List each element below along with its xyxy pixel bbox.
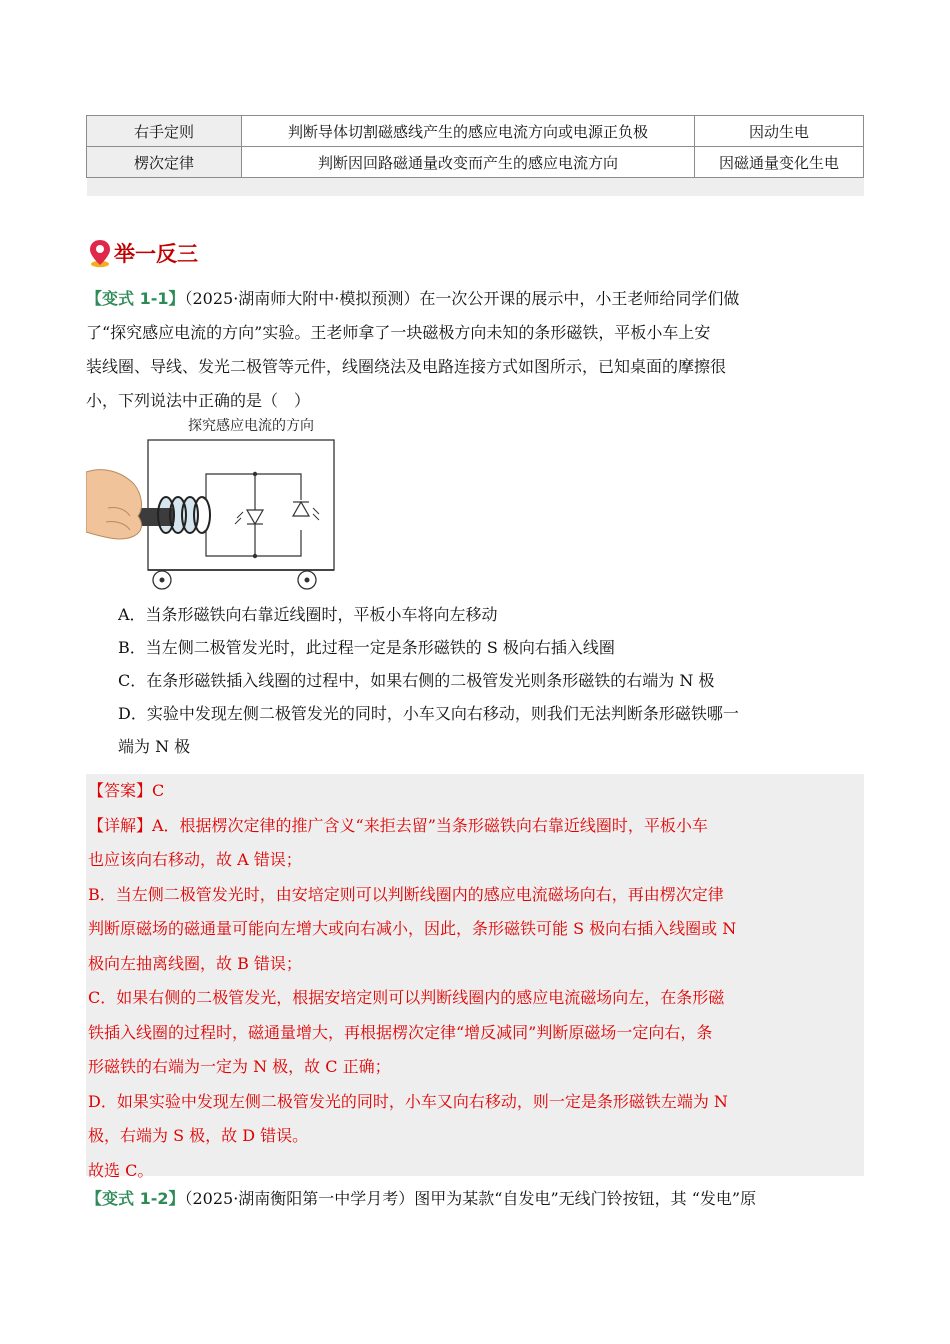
answer-line: C．如果右侧的二极管发光，根据安培定则可以判断线圈内的感应电流磁场向左，在条形磁 [88, 988, 725, 1007]
option-d-continued: 端为 N 极 [118, 737, 191, 756]
answer-line: 也应该向右移动，故 A 错误； [88, 850, 302, 869]
option-c: C．在条形磁铁插入线圈的过程中，如果右侧的二极管发光则条形磁铁的右端为 N 极 [118, 671, 715, 690]
table-cell: 判断因回路磁通量改变而产生的感应电流方向 [242, 147, 695, 178]
answer-line: 【答案】C [88, 781, 165, 800]
question-line: 了“探究感应电流的方向”实验。王老师拿了一块磁极方向未知的条形磁铁，平板小车上安 [86, 323, 711, 342]
question-2 [86, 1182, 864, 1216]
table-cell: 因磁通量变化生电 [695, 147, 864, 178]
question-tag: 【变式 1-2】 [86, 1189, 185, 1208]
question-line: 【变式 1-2】（2025·湖南衡阳第一中学月考）图甲为某款“自发电”无线门铃按钮，其 “发电”原 [86, 1189, 757, 1208]
option-d: D．实验中发现左侧二极管发光的同时，小车又向右移动，则我们无法判断条形磁铁哪一 [118, 704, 739, 723]
answer-line: 判断原磁场的磁通量可能向左增大或向右减小，因此，条形磁铁可能 S 极向右插入线圈或 N [88, 919, 737, 938]
rules-table [86, 115, 864, 196]
option-a: A．当条形磁铁向右靠近线圈时，平板小车将向左移动 [118, 605, 498, 624]
circuit-figure [86, 412, 336, 592]
question-tag: 【变式 1-1】 [86, 289, 185, 308]
answer-line: 铁插入线圈的过程时，磁通量增大，再根据楞次定律“增反减同”判断原磁场一定向右，条 [88, 1022, 713, 1042]
question-1 [86, 282, 864, 418]
answer-line: 【详解】A．根据楞次定律的推广含义“来拒去留”当条形磁铁向右靠近线圈时，平板小车 [88, 815, 708, 835]
table-cell: 判断导体切割磁感线产生的感应电流方向或电源正负极 [242, 116, 695, 147]
answer-line: 故选 C。 [88, 1160, 154, 1180]
table-cell: 因动生电 [695, 116, 864, 147]
answer-block [86, 774, 864, 1180]
answer-line: 极，右端为 S 极，故 D 错误。 [88, 1126, 309, 1145]
section-title: 举一反三 [114, 242, 198, 266]
table-row [87, 147, 864, 178]
answer-options [118, 598, 864, 763]
table-footer-band [87, 178, 864, 197]
figure-caption: 探究感应电流的方向 [188, 418, 314, 434]
question-line: 装线圈、导线、发光二极管等元件，线圈绕法及电路连接方式如图所示，已知桌面的摩擦很 [86, 357, 727, 376]
answer-line: D．如果实验中发现左侧二极管发光的同时，小车又向右移动，则一定是条形磁铁左端为 N [88, 1091, 728, 1111]
table-cell: 楞次定律 [87, 147, 242, 178]
answer-line: 极向左抽离线圈，故 B 错误； [88, 953, 302, 973]
table-cell: 右手定则 [87, 116, 242, 147]
answer-line: B．当左侧二极管发光时，由安培定则可以判断线圈内的感应电流磁场向右，再由楞次定律 [88, 884, 724, 904]
question-line: 【变式 1-1】（2025·湖南师大附中·模拟预测）在一次公开课的展示中，小王老师给同学们做 [86, 289, 740, 308]
answer-line: 形磁铁的右端为一定为 N 极，故 C 正确； [88, 1057, 391, 1076]
option-b: B．当左侧二极管发光时，此过程一定是条形磁铁的 S 极向右插入线圈 [118, 638, 615, 657]
table-row [87, 116, 864, 147]
section-heading [88, 238, 198, 268]
question-line: 小，下列说法中正确的是（ ） [86, 391, 311, 410]
map-pin-icon [88, 238, 112, 268]
